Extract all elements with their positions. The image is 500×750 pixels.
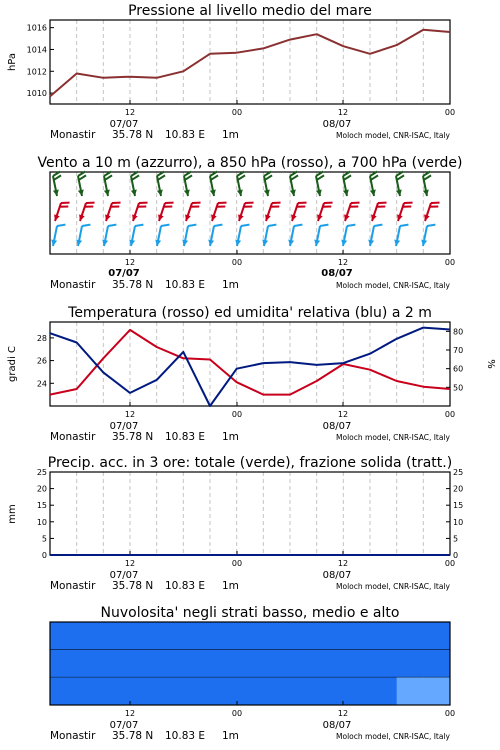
barb-feather (397, 175, 404, 180)
wind-700hpa-barb (53, 171, 61, 196)
y-axis-label-right: % (485, 359, 496, 369)
cloud-cell (50, 622, 77, 650)
location-name: Monastir (50, 129, 96, 141)
cloud-cell (103, 650, 130, 678)
barb-feather (241, 225, 249, 226)
wind-10m-barb (235, 225, 249, 246)
wind-700hpa-barb (423, 171, 431, 196)
y-tick-label: 24 (36, 379, 47, 389)
wind-10m-barb (51, 225, 65, 246)
location-lon: 10.83 E (165, 279, 206, 291)
cloud-cell (103, 622, 130, 650)
time-tick-label: 12 (337, 410, 349, 419)
model-credit: Moloch model, CNR-ISAC, Italy (336, 582, 450, 591)
date-label: 07/07 (109, 570, 139, 581)
location-name: Monastir (50, 431, 96, 443)
location-lat: 35.78 N (112, 279, 154, 291)
cloud-cell (50, 650, 77, 678)
barb-feather (108, 225, 116, 226)
barb-feather (374, 225, 382, 226)
wind-700hpa-barb (237, 171, 245, 196)
cloud-cell (343, 677, 370, 705)
y-tick-label: 28 (36, 333, 47, 343)
plot-frame (50, 322, 450, 406)
location-name: Monastir (50, 580, 96, 592)
barb-feather (265, 175, 272, 180)
barb-head (54, 214, 60, 221)
model-credit: Moloch model, CNR-ISAC, Italy (336, 732, 450, 741)
barb-head (291, 214, 297, 221)
panel-title: Temperatura (rosso) ed umidita' relativa (blu) a 2 m (68, 305, 432, 321)
wind-700hpa-barb (184, 171, 192, 196)
wind-850hpa-barb (397, 203, 412, 221)
barb-head (158, 214, 164, 221)
cloud-cell (237, 622, 264, 650)
plot-frame (50, 472, 450, 555)
time-tick-label: 00 (444, 108, 456, 117)
wind-10m-barb (262, 225, 276, 246)
time-tick-label: 12 (124, 709, 136, 718)
barb-head (185, 214, 191, 221)
wind-700hpa-barb (343, 171, 351, 196)
y-tick-label: 25 (36, 468, 47, 477)
y-tick-label: 1010 (26, 89, 47, 99)
panel-temperature (7, 305, 496, 443)
date-label: 08/07 (322, 119, 352, 130)
cloud-cell (210, 677, 237, 705)
y-axis-label: hPa (7, 52, 18, 72)
barb-head (265, 214, 271, 221)
location-lon: 10.83 E (165, 431, 206, 443)
date-label: 08/07 (322, 720, 352, 731)
wind-850hpa-barb (291, 203, 306, 221)
cloud-cell (317, 677, 344, 705)
barb-feather (188, 225, 196, 226)
barb-feather (294, 225, 302, 226)
barb-head (105, 214, 111, 221)
wind-700hpa-barb (396, 171, 404, 196)
cloud-cell (290, 677, 317, 705)
barb-feather (82, 225, 90, 226)
barb-feather (54, 175, 61, 180)
date-label: 07/07 (109, 119, 139, 130)
barb-head (238, 214, 244, 221)
cloud-cell (77, 677, 104, 705)
time-tick-label: 00 (444, 559, 456, 568)
barb-feather (135, 225, 143, 226)
wind-850hpa-barb (371, 203, 386, 221)
cloud-cell (290, 622, 317, 650)
y-tick-label: 80 (453, 327, 464, 337)
wind-850hpa-barb (238, 203, 253, 221)
wind-850hpa-barb (185, 203, 200, 221)
panel-pressure (7, 3, 455, 141)
barb-feather (427, 225, 435, 226)
location-elev: 1m (222, 580, 239, 592)
y-tick-label: 1012 (26, 67, 47, 77)
date-label: 08/07 (321, 268, 353, 279)
humidity-line (50, 328, 450, 406)
cloud-cell (183, 650, 210, 678)
wind-10m-barb (155, 225, 169, 246)
panel-title: Nuvolosita' negli strati basso, medio e alto (100, 605, 400, 621)
wind-10m-barb (76, 225, 90, 246)
cloud-cell (263, 622, 290, 650)
time-tick-label: 12 (124, 108, 136, 117)
barb-feather (105, 175, 112, 180)
location-lat: 35.78 N (112, 129, 154, 141)
wind-10m-barb (129, 225, 143, 246)
cloud-cell (157, 650, 184, 678)
location-elev: 1m (222, 431, 239, 443)
barb-feather (344, 175, 351, 180)
time-tick-label: 00 (231, 108, 243, 117)
y-tick-label: 26 (36, 356, 47, 366)
time-tick-label: 00 (444, 709, 456, 718)
barb-feather (424, 175, 431, 180)
y-tick-label-right: 5 (453, 534, 459, 544)
location-name: Monastir (50, 730, 96, 742)
barb-feather (371, 175, 378, 180)
barb-head (79, 214, 85, 221)
location-lat: 35.78 N (112, 431, 154, 443)
time-tick-label: 00 (231, 709, 243, 718)
barb-feather (268, 225, 276, 226)
cloud-cell (397, 650, 424, 678)
panel-title: Pressione al livello medio del mare (128, 3, 372, 19)
time-tick-label: 12 (124, 559, 136, 568)
barb-feather (347, 225, 355, 226)
cloud-cell (103, 677, 130, 705)
cloud-cell (237, 677, 264, 705)
time-tick-label: 00 (231, 258, 243, 267)
barb-head (371, 214, 377, 221)
barb-head (397, 214, 403, 221)
wind-700hpa-barb (264, 171, 272, 196)
barb-feather (185, 175, 192, 180)
y-tick-label: 10 (36, 517, 47, 527)
cloud-cell (77, 622, 104, 650)
wind-700hpa-barb (157, 171, 165, 196)
barb-feather (132, 175, 139, 180)
wind-850hpa-barb (132, 203, 147, 221)
wind-10m-barb (102, 225, 116, 246)
cloud-cell (183, 677, 210, 705)
cloud-cell (370, 622, 397, 650)
barb-feather (291, 175, 298, 180)
cloud-cell (317, 650, 344, 678)
y-tick-label: 0 (41, 551, 47, 560)
location-lat: 35.78 N (112, 580, 154, 592)
wind-850hpa-barb (344, 203, 359, 221)
location-elev: 1m (222, 730, 239, 742)
wind-850hpa-barb (79, 203, 94, 221)
cloud-cell (237, 650, 264, 678)
wind-850hpa-barb (317, 203, 332, 221)
cloud-cell (397, 677, 424, 705)
cloud-cell (157, 677, 184, 705)
wind-850hpa-barb (158, 203, 173, 221)
panel-cloud (50, 605, 455, 742)
location-lat: 35.78 N (112, 730, 154, 742)
cloud-cell (183, 622, 210, 650)
y-tick-label-right: 0 (453, 551, 459, 560)
panel-title: Precip. acc. in 3 ore: totale (verde), frazione solida (tratt.) (47, 455, 453, 471)
barb-feather (158, 175, 165, 180)
cloud-cell (317, 622, 344, 650)
location-elev: 1m (222, 129, 239, 141)
y-tick-label-right: 20 (453, 484, 464, 494)
cloud-cell (263, 650, 290, 678)
cloud-cell (210, 650, 237, 678)
cloud-cell (157, 622, 184, 650)
y-tick-label: 60 (453, 364, 464, 374)
barb-head (211, 214, 217, 221)
date-label: 08/07 (322, 421, 352, 432)
y-axis-label: gradi C (7, 346, 18, 382)
barb-feather (79, 175, 86, 180)
location-lon: 10.83 E (165, 580, 206, 592)
cloud-cell (397, 622, 424, 650)
location-lon: 10.83 E (165, 129, 206, 141)
y-tick-label: 70 (453, 346, 464, 355)
wind-850hpa-barb (105, 203, 120, 221)
time-tick-label: 12 (124, 258, 136, 267)
location-lon: 10.83 E (165, 730, 206, 742)
y-tick-label: 1014 (26, 45, 47, 55)
location-name: Monastir (50, 279, 96, 291)
cloud-cell (50, 677, 77, 705)
panel-precip (7, 455, 463, 592)
barb-feather (211, 175, 218, 180)
time-tick-label: 12 (124, 410, 136, 419)
wind-850hpa-barb (265, 203, 280, 221)
barb-feather (161, 225, 169, 226)
pressure-line (50, 30, 450, 97)
y-axis-label: mm (7, 504, 18, 524)
time-tick-label: 12 (337, 258, 349, 267)
time-tick-label: 00 (444, 410, 456, 419)
barb-feather (320, 225, 328, 226)
wind-700hpa-barb (210, 171, 218, 196)
y-tick-label: 15 (36, 501, 47, 511)
cloud-cell (130, 677, 157, 705)
cloud-cell (343, 650, 370, 678)
cloud-cell (370, 677, 397, 705)
barb-head (344, 214, 350, 221)
barb-feather (317, 175, 324, 180)
panel-title: Vento a 10 m (azzurro), a 850 hPa (rosso), a 700 hPa (verde) (37, 155, 463, 171)
wind-700hpa-barb (104, 171, 112, 196)
location-elev: 1m (222, 279, 239, 291)
time-tick-label: 00 (231, 410, 243, 419)
cloud-cell (423, 650, 450, 678)
barb-head (132, 214, 138, 221)
wind-700hpa-barb (290, 171, 298, 196)
cloud-cell (370, 650, 397, 678)
cloud-cell (423, 622, 450, 650)
y-tick-label: 50 (453, 383, 464, 393)
wind-10m-barb (182, 225, 196, 246)
model-credit: Moloch model, CNR-ISAC, Italy (336, 433, 450, 442)
model-credit: Moloch model, CNR-ISAC, Italy (336, 131, 450, 140)
date-label: 07/07 (108, 268, 140, 279)
plot-frame (50, 20, 450, 104)
wind-850hpa-barb (424, 203, 439, 221)
cloud-cell (77, 650, 104, 678)
time-tick-label: 12 (337, 559, 349, 568)
plot-frame (50, 172, 450, 254)
y-tick-label: 5 (41, 534, 47, 544)
wind-700hpa-barb (316, 171, 324, 196)
date-label: 07/07 (109, 720, 139, 731)
barb-feather (214, 225, 222, 226)
time-tick-label: 00 (231, 559, 243, 568)
time-tick-label: 12 (337, 709, 349, 718)
barb-feather (238, 175, 245, 180)
y-tick-label-right: 25 (453, 468, 464, 477)
cloud-cell (130, 650, 157, 678)
cloud-cell (210, 622, 237, 650)
wind-700hpa-barb (78, 171, 86, 196)
date-label: 08/07 (322, 570, 352, 581)
cloud-cell (343, 622, 370, 650)
cloud-cell (423, 677, 450, 705)
date-label: 07/07 (109, 421, 139, 432)
cloud-cell (290, 650, 317, 678)
barb-head (317, 214, 323, 221)
temperature-line (50, 330, 450, 395)
wind-700hpa-barb (131, 171, 139, 196)
wind-700hpa-barb (370, 171, 378, 196)
y-tick-label-right: 10 (453, 517, 464, 527)
time-tick-label: 12 (337, 108, 349, 117)
y-tick-label: 20 (36, 484, 47, 494)
barb-head (424, 214, 430, 221)
time-tick-label: 00 (444, 258, 456, 267)
barb-feather (57, 225, 65, 226)
model-credit: Moloch model, CNR-ISAC, Italy (336, 281, 450, 290)
wind-850hpa-barb (211, 203, 226, 221)
cloud-cell (263, 677, 290, 705)
panel-wind (37, 155, 462, 291)
wind-850hpa-barb (54, 203, 69, 221)
y-tick-label-right: 15 (453, 501, 464, 511)
cloud-cell (130, 622, 157, 650)
y-tick-label: 1016 (26, 23, 47, 33)
barb-feather (400, 225, 408, 226)
